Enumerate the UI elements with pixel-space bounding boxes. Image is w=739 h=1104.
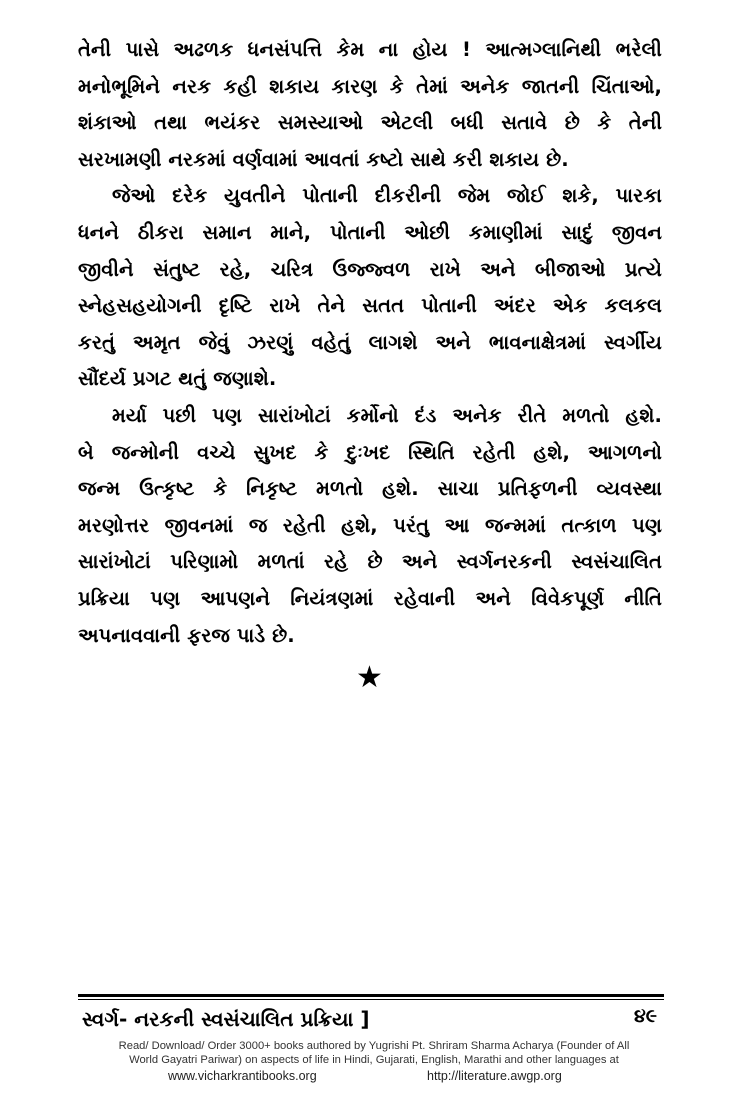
link-literature-awgp[interactable]: http://literature.awgp.org: [427, 1069, 562, 1083]
text-line: શંકાઓ તથા ભયંકર સમસ્યાઓ એટલી બધી સતાવે છે કે તેની: [78, 111, 662, 135]
footer-rule-thin: [78, 999, 664, 1000]
running-title: સ્વર્ગ- નરકની સ્વસંચાલિત પ્રક્રિયા ]: [82, 1007, 370, 1031]
text-line: મરણોત્તર જીવનમાં જ રહેતી હશે, પરંતુ આ જન્મમાં તત્કાળ પણ: [78, 513, 662, 537]
text-line: કરતું અમૃત જેવું ઝરણું વહેતું લાગશે અને ભાવનાક્ષેત્રમાં સ્વર્ગીય: [78, 330, 662, 354]
text-line: જીવીને સંતુષ્ટ રહે, ચરિત્ર ઉજ્જ્વળ રાખે અને બીજાઓ પ્રત્યે: [78, 257, 662, 281]
text-line: સૌંદર્ય પ્રગટ થતું જણાશે.: [78, 367, 277, 391]
text-line: પ્રક્રિયા પણ આપણને નિયંત્રણમાં રહેવાની અને વિવેકપૂર્ણ નીતિ: [78, 586, 662, 610]
paragraph-2: [78, 178, 662, 398]
text-line: સારાંખોટાં પરિણામો મળતાં રહે છે અને સ્વર્ગનરકની સ્વસંચાલિત: [78, 550, 662, 574]
text-line: મનોભૂમિને નરક કહી શકાય કારણ કે તેમાં અનેક જાતની ચિંતાઓ,: [78, 74, 662, 98]
paragraph-1: [78, 32, 662, 178]
text-line: જન્મ ઉત્કૃષ્ટ કે નિકૃષ્ટ મળતો હશે. સાચા પ્રતિફળની વ્યવસ્થા: [78, 477, 662, 501]
text-line: સ્નેહસહયોગની દૃષ્ટિ રાખે તેને સતત પોતાની અંદર એક કલકલ: [78, 294, 662, 318]
text-line: બે જન્મોની વચ્ચે સુખદ કે દુઃખદ સ્થિતિ રહેતી હશે, આગળનો: [78, 440, 662, 464]
star-ornament-icon: ★: [356, 660, 383, 695]
link-vicharkrantibooks[interactable]: www.vicharkrantibooks.org: [168, 1069, 317, 1083]
text-line: તેની પાસે અઢળક ધનસંપત્તિ કેમ ના હોય ! આત્મગ્લાનિથી ભરેલી: [78, 38, 662, 61]
page-body: [78, 32, 662, 654]
credit-line: World Gayatri Pariwar) on aspects of life in Hindi, Gujarati, English, Marathi and other languages at: [129, 1053, 619, 1066]
paragraph-3: [78, 398, 662, 654]
credit-line: Read/ Download/ Order 3000+ books authored by Yugrishi Pt. Shriram Sharma Acharya (Founder of All: [118, 1040, 630, 1052]
text-line: ધનને ઠીકરા સમાન માને, પોતાની ઓછી કમાણીમાં સાદું જીવન: [78, 220, 662, 244]
text-line: જેઓ દરેક યુવતીને પોતાની દીકરીની જેમ જોઈ શકે, પારકા: [112, 184, 662, 208]
page-number: ૪૯: [633, 1005, 657, 1027]
footer-rule: [78, 994, 664, 997]
text-line: અપનાવવાની ફરજ પાડે છે.: [78, 623, 295, 647]
credit-note: [74, 1040, 674, 1067]
text-line: સરખામણી નરકમાં વર્ણવામાં આવતાં કષ્ટો સાથે કરી શકાય છે.: [78, 147, 569, 171]
text-line: મર્યા પછી પણ સારાંખોટાં કર્મોનો દંડ અનેક રીતે મળતો હશે.: [112, 403, 662, 427]
